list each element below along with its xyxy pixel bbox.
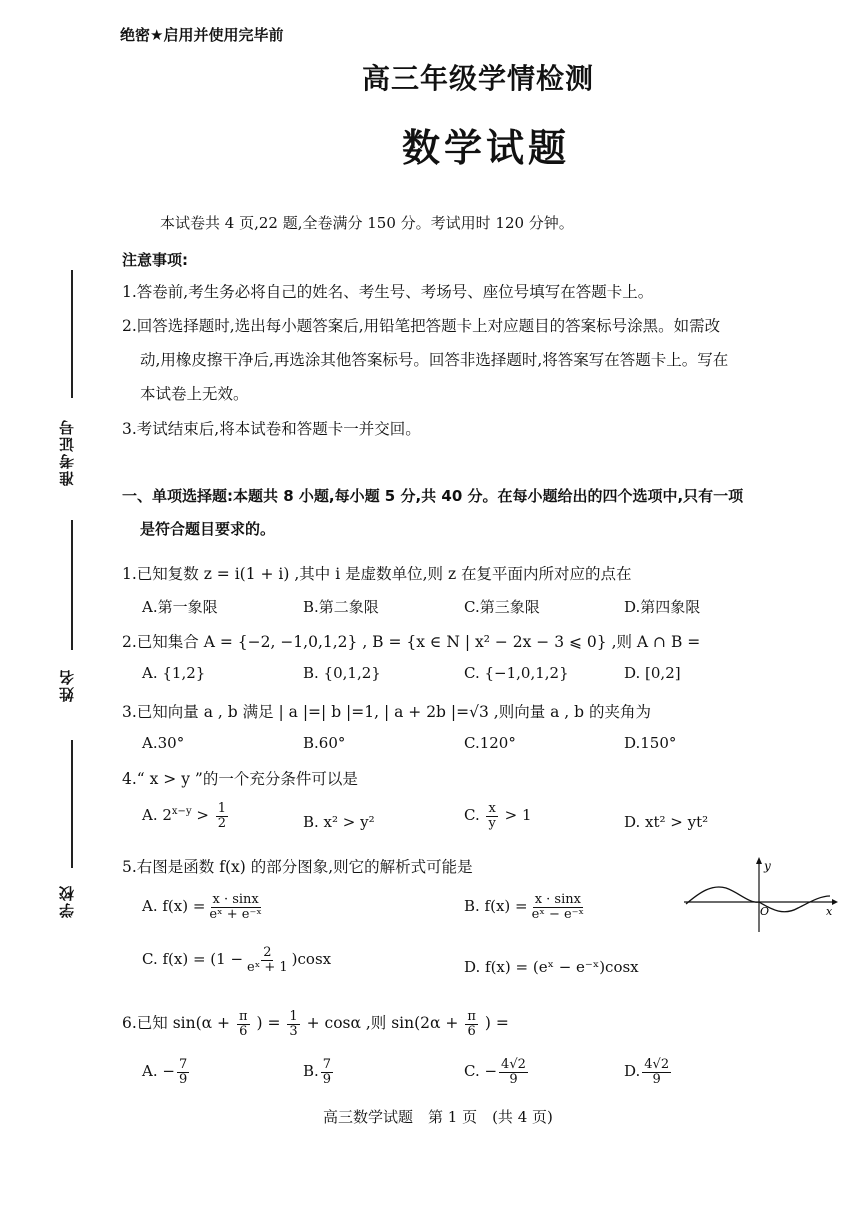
graph-origin-label: O (760, 905, 770, 918)
q5-option-c: C. f(x) = (1 − $\frac{2}{\text{eˣ + 1}}$ )cosx (142, 945, 332, 975)
question-6-stem: 6.已知 sin(α + $\frac{\pi}{6}$ ) = $\frac{1}{3}$ + cosα ,则 sin(2α + $\frac{\pi}{6}$ ) = (122, 1009, 509, 1039)
q4-option-c: C. $\frac{x}{y}$ > 1 (464, 801, 532, 831)
q3-option-b: B.60° (303, 734, 346, 752)
q2-option-b: B. {0,1,2} (303, 664, 381, 682)
name-label: 姓名 (58, 668, 76, 702)
q2-option-c: C. {−1,0,1,2} (464, 664, 569, 682)
q1-option-a: A.第一象限 (142, 598, 218, 616)
binding-line (71, 520, 73, 650)
q4-option-d: D. xt² > yt² (624, 813, 709, 831)
notice-item-2: 2.回答选择题时,选出每小题答案后,用铅笔把答题卡上对应题目的答案标号涂黑。如需改 (122, 317, 721, 335)
q2-option-a: A. {1,2} (142, 664, 206, 682)
function-graph (680, 852, 840, 934)
q5-option-b: B. f(x) = $\frac{x \cdot \sin x}{\text{eˣ − e⁻ˣ}}$ (464, 892, 585, 922)
exam-intro: 本试卷共 4 页,22 题,全卷满分 150 分。考试用时 120 分钟。 (160, 214, 574, 232)
section-heading: 一、单项选择题:本题共 8 小题,每小题 5 分,共 40 分。在每小题给出的四个选项中,只有一项 (122, 487, 744, 505)
graph-curve (686, 887, 830, 912)
q2-option-d: D. [0,2] (624, 664, 681, 682)
question-2-stem: 2.已知集合 A = {−2, −1,0,1,2} , B = {x ∈ N | x² − 2x − 3 ⩽ 0} ,则 A ∩ B = (122, 633, 701, 651)
notice-heading: 注意事项: (122, 251, 188, 269)
secrecy-mark: 绝密★启用并使用完毕前 (120, 26, 284, 44)
q5-option-a: A. f(x) = $\frac{x \cdot \sin x}{\text{eˣ + e⁻ˣ}}$ (142, 892, 262, 922)
question-1-stem: 1.已知复数 z = i(1 + i) ,其中 i 是虚数单位,则 z 在复平面内所对应的点在 (122, 565, 632, 583)
school-label: 学校 (58, 884, 76, 918)
graph-x-arrow (832, 899, 838, 905)
notice-item-2-cont: 动,用橡皮擦干净后,再选涂其他答案标号。回答非选择题时,将答案写在答题卡上。写在 (140, 351, 729, 369)
q1-option-b: B.第二象限 (303, 598, 379, 616)
q3-option-a: A.30° (142, 734, 185, 752)
exam-title: 高三年级学情检测 (362, 62, 595, 95)
q3-option-d: D.150° (624, 734, 677, 752)
q5-option-d: D. f(x) = (eˣ − e⁻ˣ)cosx (464, 958, 639, 976)
q3-option-c: C.120° (464, 734, 516, 752)
q4-option-a: A. $2^{x-y}$ > $\frac{1}{2}$ (142, 801, 226, 831)
q4-option-b: B. x² > y² (303, 813, 375, 831)
q6-option-c: C. − $\frac{4√2}{9}$ (464, 1057, 526, 1087)
question-5-stem: 5.右图是函数 f(x) 的部分图象,则它的解析式可能是 (122, 858, 473, 876)
graph-x-label: x (826, 905, 833, 918)
question-3-stem: 3.已知向量 a , b 满足 | a |=| b |=1, | a + 2b |=√3 ,则向量 a , b 的夹角为 (122, 703, 652, 721)
page-footer: 高三数学试题 第 1 页 (共 4 页) (323, 1108, 553, 1126)
q1-option-c: C.第三象限 (464, 598, 540, 616)
notice-item-1: 1.答卷前,考生务必将自己的姓名、考生号、考场号、座位号填写在答题卡上。 (122, 283, 654, 301)
notice-item-3: 3.考试结束后,将本试卷和答题卡一并交回。 (122, 420, 421, 438)
notice-item-2-end: 本试卷上无效。 (140, 385, 249, 403)
subject-title: 数学试题 (402, 126, 571, 170)
graph-y-label: y (764, 859, 771, 873)
q6-option-b: B. $\frac{7}{9}$ (303, 1057, 332, 1087)
exam-number-label: 准考证号 (58, 418, 76, 486)
binding-line (71, 270, 73, 398)
section-heading-cont: 是符合题目要求的。 (140, 520, 276, 538)
question-4-stem: 4.“ x > y ”的一个充分条件可以是 (122, 770, 358, 788)
q1-option-d: D.第四象限 (624, 598, 701, 616)
graph-y-arrow (756, 857, 762, 864)
q6-option-d: D. $\frac{4√2}{9}$ (624, 1057, 670, 1087)
binding-line (71, 740, 73, 868)
q6-option-a: A. − $\frac{7}{9}$ (142, 1057, 188, 1087)
